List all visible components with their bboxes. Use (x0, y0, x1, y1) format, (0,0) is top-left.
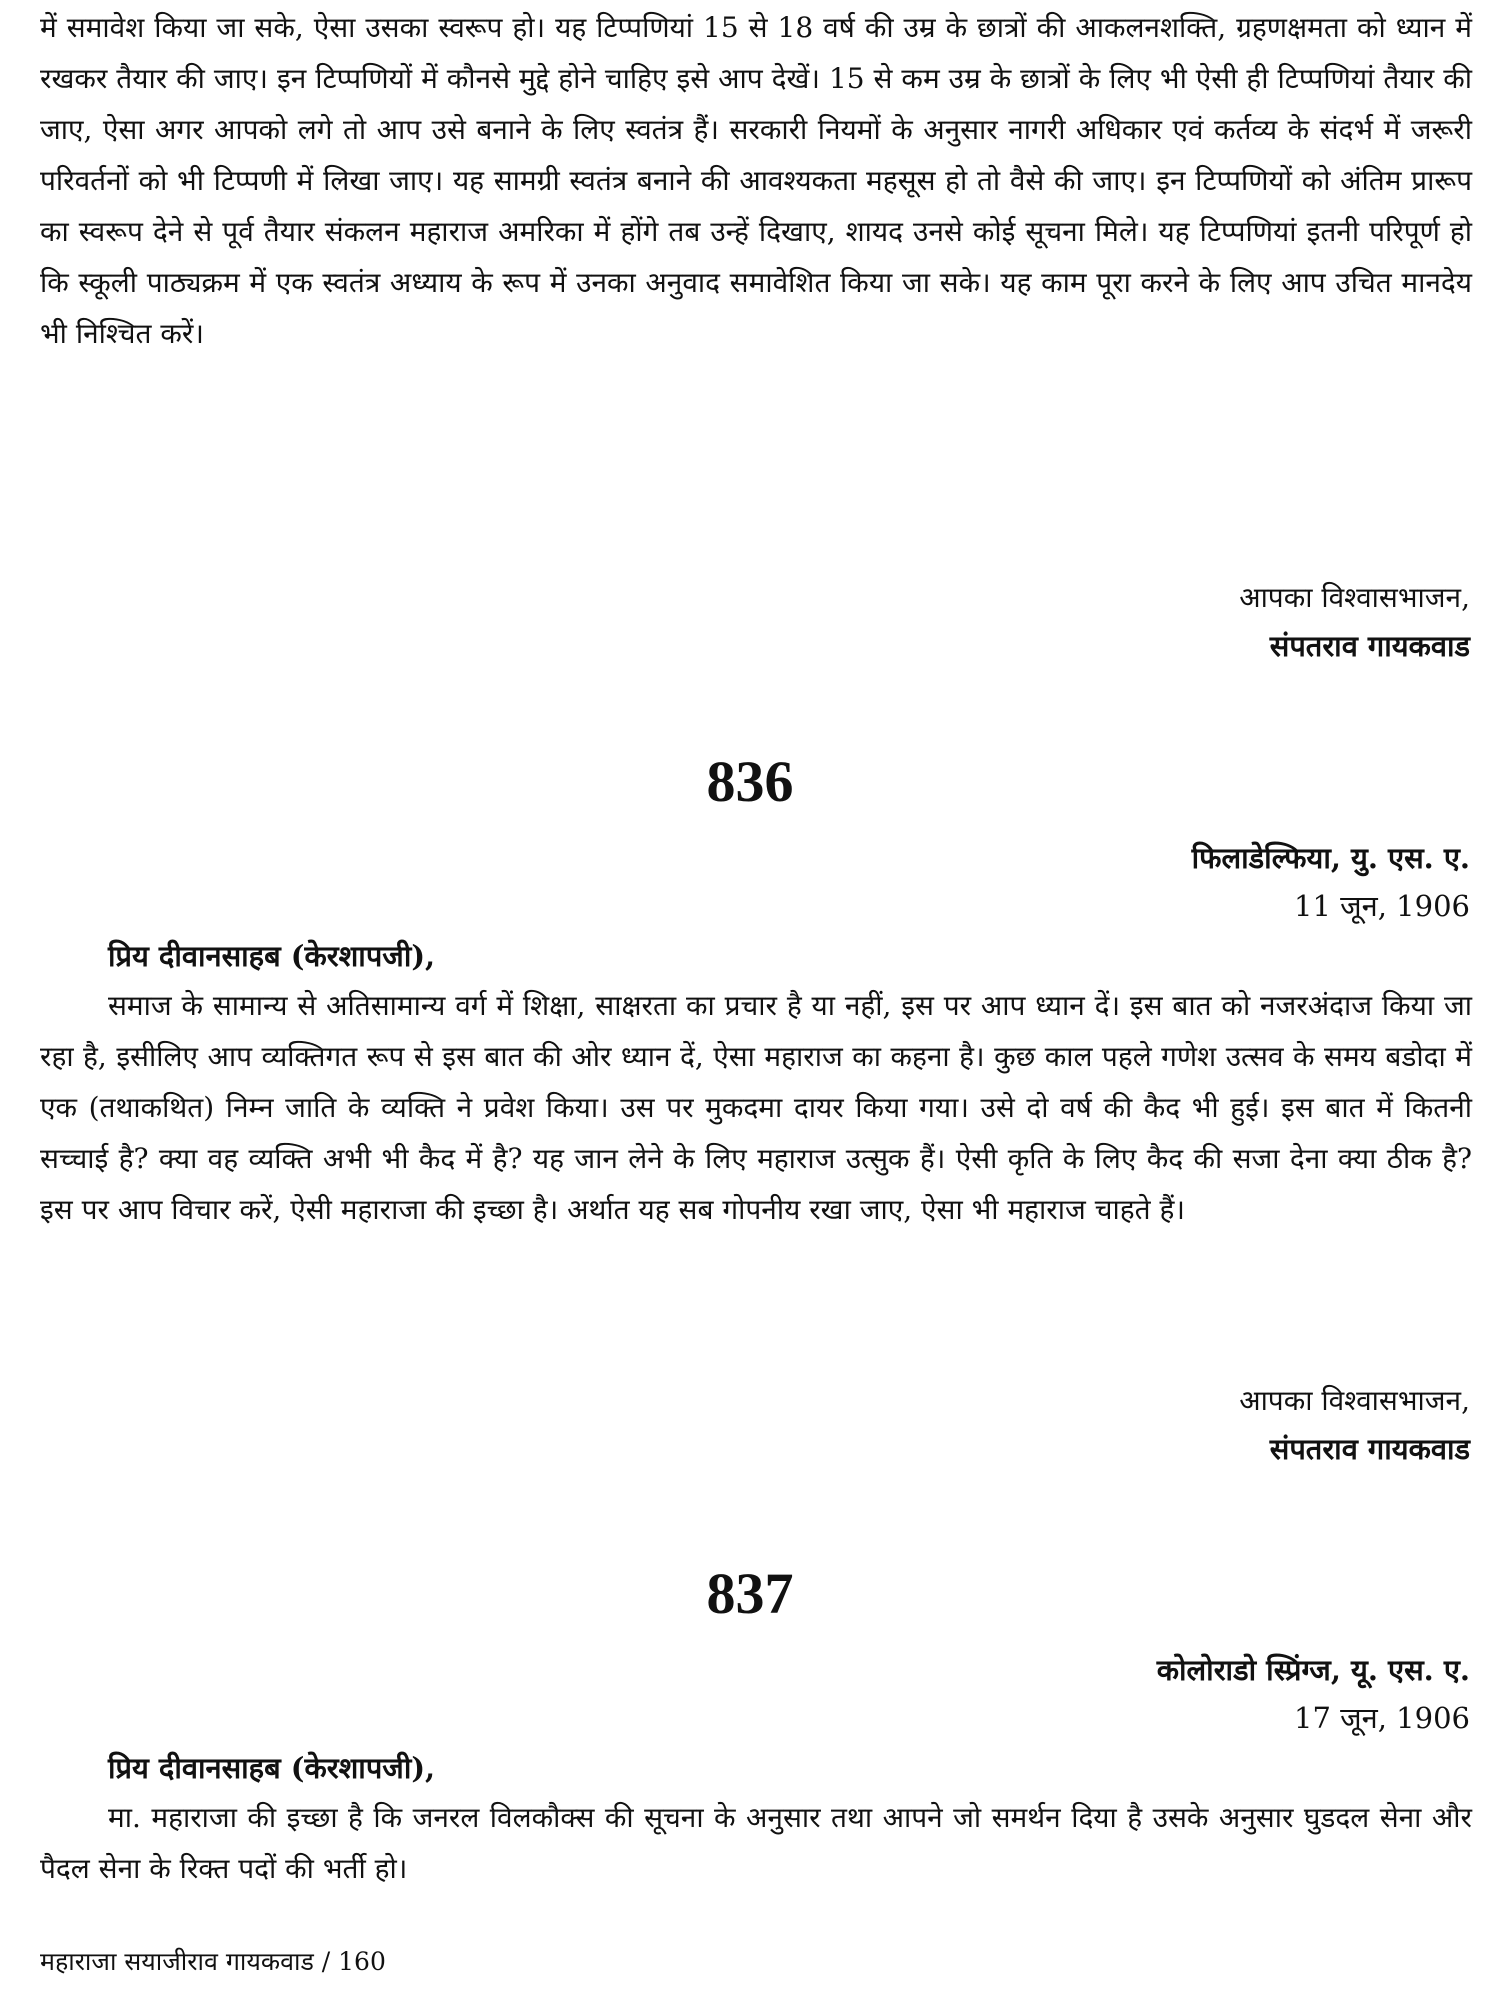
letter-836-body: समाज के सामान्य से अतिसामान्य वर्ग में शिक्षा, साक्षरता का प्रचार है या नहीं, इस पर आप ध्यान दें। इस बात को नजरअंदाज किया जा रहा है, इसीलिए आप व्यक्तिगत रूप से इस बात की ओर ध्यान दें, ऐसा महाराज का कहना है। कुछ काल पहले गणेश उत्सव के समय बडोदा में एक (तथाकथित) निम्न जाति के व्यक्ति ने प्रवेश किया। उस पर मुकदमा दायर किया गया। उसे दो वर्ष की कैद भी हुई। इस बात में कितनी सच्चाई है? क्या वह व्यक्ति अभी भी कैद में है? यह जान लेने के लिए महाराज उत्सुक हैं। ऐसी कृति के लिए कैद की सजा देना क्या ठीक है? इस पर आप विचार करें, ऐसी महाराजा की इच्छा है। अर्थात यह सब गोपनीय रखा जाए, ऐसा भी महाराज चाहते हैं। (40, 989, 1472, 1226)
letter-number-836: 836 (706, 749, 794, 814)
letter-number-837: 837 (706, 1561, 794, 1626)
intro-paragraph: में समावेश किया जा सके, ऐसा उसका स्वरूप हो। यह टिप्पणियां 15 से 18 वर्ष की उम्र के छात्रों की आकलनशक्ति, ग्रहणक्षमता को ध्यान में रखकर तैयार की जाए। इन टिप्पणियों में कौनसे मुद्दे होने चाहिए इसे आप देखें। 15 से कम उम्र के छात्रों के लिए भी ऐसी ही टिप्पणियां तैयार की जाए, ऐसा अगर आपको लगे तो आप उसे बनाने के लिए स्वतंत्र हैं। सरकारी नियमों के अनुसार नागरी अधिकार एवं कर्तव्य के संदर्भ में जरूरी परिवर्तनों को भी टिप्पणी में लिखा जाए। यह सामग्री स्वतंत्र बनाने की आवश्यकता महसूस हो तो वैसे की जाए। इन टिप्पणियों को अंतिम प्रारूप का स्वरूप देने से पूर्व तैयार संकलन महाराज अमरिका में होंगे तब उन्हें दिखाए, शायद उनसे कोई सूचना मिले। यह टिप्पणियां इतनी परिपूर्ण हो कि स्कूली पाठ्यक्रम में एक स्वतंत्र अध्याय के रूप में उनका अनुवाद समावेशित किया जा सके। यह काम पूरा करने के लिए आप उचित मानदेय भी निश्चित करें। (40, 11, 1472, 350)
letter-836-closing: आपका विश्वासभाजन, (1239, 1384, 1470, 1417)
intro-closing: आपका विश्वासभाजन, (1239, 581, 1470, 614)
page-footer: महाराजा सयाजीराव गायकवाड / 160 (40, 1947, 386, 1976)
letter-837-body: मा. महाराजा की इच्छा है कि जनरल विलकौक्स की सूचना के अनुसार तथा आपने जो समर्थन दिया है उसके अनुसार घुडदल सेना और पैदल सेना के रिक्त पदों की भर्ती हो। (40, 1801, 1472, 1885)
letter-836-place: फिलाडेल्फिया, यु. एस. ए. (1191, 841, 1470, 875)
letter-836-date: 11 जून, 1906 (1294, 889, 1470, 923)
letter-837-salutation: प्रिय दीवानसाहब (केरशापजी), (108, 1751, 436, 1785)
letter-836-signature: संपतराव गायकवाड (1269, 1432, 1470, 1466)
letter-837-place: कोलोराडो स्प्रिंग्ज, यू. एस. ए. (1156, 1653, 1470, 1687)
intro-signature: संपतराव गायकवाड (1269, 629, 1470, 663)
letter-836-salutation: प्रिय दीवानसाहब (केरशापजी), (108, 939, 436, 973)
letter-837-date: 17 जून, 1906 (1294, 1701, 1470, 1735)
